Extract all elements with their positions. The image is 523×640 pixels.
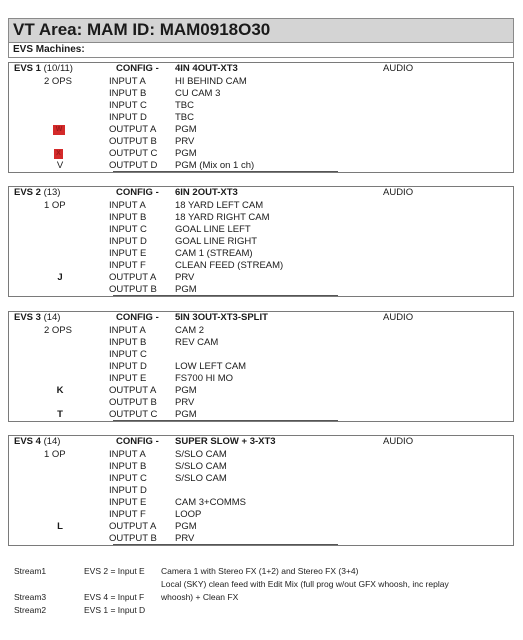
table-row xyxy=(9,449,513,461)
table-row xyxy=(9,160,513,172)
audio-label: AUDIO xyxy=(383,436,414,447)
config-value: SUPER SLOW + 3-XT3 xyxy=(175,436,276,447)
stream-description: Camera 1 with Stereo FX (1+2) and Stereo FX (3+4) xyxy=(161,566,359,576)
port-label: OUTPUT D xyxy=(109,160,158,171)
port-label: INPUT A xyxy=(109,449,146,460)
table-row xyxy=(9,260,513,272)
port-label: INPUT E xyxy=(109,497,147,508)
table-row xyxy=(9,112,513,124)
table-row xyxy=(9,248,513,260)
ops-count: 1 OP xyxy=(44,200,66,211)
output-marker-badge: W xyxy=(53,125,65,135)
evs-header-row xyxy=(9,436,513,449)
stream-name: Stream1 xyxy=(14,566,47,576)
table-row xyxy=(9,337,513,349)
table-row xyxy=(9,461,513,473)
port-value: PGM (Mix on 1 ch) xyxy=(175,160,255,171)
config-value: 4IN 4OUT-XT3 xyxy=(175,63,238,74)
evs-machine-block xyxy=(8,435,514,546)
table-row xyxy=(9,397,513,409)
config-value: 6IN 2OUT-XT3 xyxy=(175,187,238,198)
port-value: S/SLO CAM xyxy=(175,473,227,484)
table-row xyxy=(9,497,513,509)
port-value: S/SLO CAM xyxy=(175,461,227,472)
port-label: OUTPUT C xyxy=(109,409,158,420)
stream-mapping: EVS 2 = Input E xyxy=(84,566,145,576)
config-label: CONFIG - xyxy=(116,63,159,74)
ops-count: 2 OPS xyxy=(44,76,72,87)
port-value: PRV xyxy=(175,397,195,408)
ops-count: 2 OPS xyxy=(44,325,72,336)
port-value: TBC xyxy=(175,112,194,123)
port-label: OUTPUT B xyxy=(109,397,157,408)
table-row xyxy=(9,409,513,421)
table-row xyxy=(9,272,513,284)
port-value: PGM xyxy=(175,385,197,396)
port-value: PRV xyxy=(175,272,195,283)
port-label: INPUT E xyxy=(109,248,147,259)
port-value: 18 YARD RIGHT CAM xyxy=(175,212,270,223)
evs-machine-block xyxy=(8,311,514,422)
table-row xyxy=(9,473,513,485)
evs-header-row xyxy=(9,187,513,200)
port-value: CU CAM 3 xyxy=(175,88,221,99)
machine-name: EVS 1 (10/11) xyxy=(14,63,73,74)
port-value: GOAL LINE RIGHT xyxy=(175,236,257,247)
port-value: CAM 1 (STREAM) xyxy=(175,248,253,259)
port-label: INPUT C xyxy=(109,473,147,484)
table-row xyxy=(9,136,513,148)
evs-header-row xyxy=(9,312,513,325)
audio-label: AUDIO xyxy=(383,187,414,198)
port-label: INPUT B xyxy=(109,337,147,348)
port-label: INPUT B xyxy=(109,212,147,223)
table-row xyxy=(9,88,513,100)
table-row xyxy=(9,100,513,112)
ops-count: 1 OP xyxy=(44,449,66,460)
stream-name: Stream2 xyxy=(14,605,47,615)
port-label: INPUT C xyxy=(109,100,147,111)
port-label: INPUT A xyxy=(109,325,146,336)
port-value: PGM xyxy=(175,148,197,159)
port-value: FS700 HI MO xyxy=(175,373,234,384)
port-value: PGM xyxy=(175,124,197,135)
table-row xyxy=(9,361,513,373)
table-row xyxy=(9,76,513,88)
port-label: INPUT C xyxy=(109,224,147,235)
port-value: CLEAN FEED (STREAM) xyxy=(175,260,284,271)
table-row xyxy=(9,124,513,136)
output-marker: V xyxy=(56,160,64,171)
machine-name: EVS 4 (14) xyxy=(14,436,61,447)
stream-mapping: EVS 4 = Input F xyxy=(84,592,145,602)
port-value: TBC xyxy=(175,100,194,111)
port-label: OUTPUT A xyxy=(109,521,157,532)
table-row xyxy=(9,373,513,385)
note-row xyxy=(14,604,514,617)
output-marker-badge: X xyxy=(54,149,63,159)
note-row xyxy=(14,578,514,591)
port-label: OUTPUT B xyxy=(109,284,157,295)
table-row xyxy=(9,284,513,296)
page-title: VT Area: MAM ID: MAM0918O30 xyxy=(9,19,513,42)
port-value: PGM xyxy=(175,521,197,532)
port-label: OUTPUT B xyxy=(109,533,157,544)
table-row xyxy=(9,212,513,224)
port-label: INPUT A xyxy=(109,200,146,211)
port-value: LOW LEFT CAM xyxy=(175,361,247,372)
port-label: INPUT C xyxy=(109,349,147,360)
port-value: S/SLO CAM xyxy=(175,449,227,460)
port-label: INPUT D xyxy=(109,485,147,496)
table-row xyxy=(9,485,513,497)
vt-area-header xyxy=(8,18,514,58)
port-label: INPUT F xyxy=(109,509,146,520)
port-value: CAM 2 xyxy=(175,325,205,336)
port-label: INPUT D xyxy=(109,236,147,247)
port-label: OUTPUT A xyxy=(109,385,157,396)
port-label: INPUT B xyxy=(109,88,147,99)
machine-name: EVS 3 (14) xyxy=(14,312,61,323)
port-label: INPUT D xyxy=(109,112,147,123)
port-label: OUTPUT B xyxy=(109,136,157,147)
port-value: CAM 3+COMMS xyxy=(175,497,246,508)
page-subtitle: EVS Machines: xyxy=(9,42,513,57)
audio-label: AUDIO xyxy=(383,312,414,323)
note-row xyxy=(14,565,514,578)
port-label: OUTPUT A xyxy=(109,124,157,135)
output-marker: J xyxy=(57,272,63,283)
table-row xyxy=(9,385,513,397)
port-label: INPUT D xyxy=(109,361,147,372)
output-marker: L xyxy=(57,521,63,532)
port-label: INPUT E xyxy=(109,373,147,384)
config-value: 5IN 3OUT-XT3-SPLIT xyxy=(175,312,268,323)
port-value: REV CAM xyxy=(175,337,219,348)
port-value: PRV xyxy=(175,533,195,544)
port-label: INPUT A xyxy=(109,76,146,87)
port-value: LOOP xyxy=(175,509,202,520)
stream-name: Stream3 xyxy=(14,592,47,602)
table-row xyxy=(9,236,513,248)
evs-machine-block xyxy=(8,186,514,297)
stream-description: whoosh) + Clean FX xyxy=(161,592,239,602)
evs-header-row xyxy=(9,63,513,76)
note-row xyxy=(14,591,514,604)
port-value: PGM xyxy=(175,409,197,420)
table-row xyxy=(9,224,513,236)
table-row xyxy=(9,509,513,521)
config-label: CONFIG - xyxy=(116,187,159,198)
table-row xyxy=(9,148,513,160)
config-label: CONFIG - xyxy=(116,312,159,323)
port-label: OUTPUT A xyxy=(109,272,157,283)
port-value: PGM xyxy=(175,284,197,295)
table-row xyxy=(9,533,513,545)
table-row xyxy=(9,349,513,361)
port-label: INPUT F xyxy=(109,260,146,271)
port-label: OUTPUT C xyxy=(109,148,158,159)
output-marker: K xyxy=(56,385,64,396)
port-value: HI BEHIND CAM xyxy=(175,76,247,87)
port-value: PRV xyxy=(175,136,195,147)
audio-label: AUDIO xyxy=(383,63,414,74)
evs-machine-block xyxy=(8,62,514,173)
stream-mapping: EVS 1 = Input D xyxy=(84,605,146,615)
table-row xyxy=(9,521,513,533)
port-label: INPUT B xyxy=(109,461,147,472)
port-value: 18 YARD LEFT CAM xyxy=(175,200,264,211)
stream-notes xyxy=(14,565,514,617)
table-row xyxy=(9,200,513,212)
output-marker: T xyxy=(57,409,63,420)
table-row xyxy=(9,325,513,337)
config-label: CONFIG - xyxy=(116,436,159,447)
port-value: GOAL LINE LEFT xyxy=(175,224,251,235)
machine-name: EVS 2 (13) xyxy=(14,187,61,198)
stream-description: Local (SKY) clean feed with Edit Mix (full prog w/out GFX whoosh, inc replay xyxy=(161,579,449,589)
